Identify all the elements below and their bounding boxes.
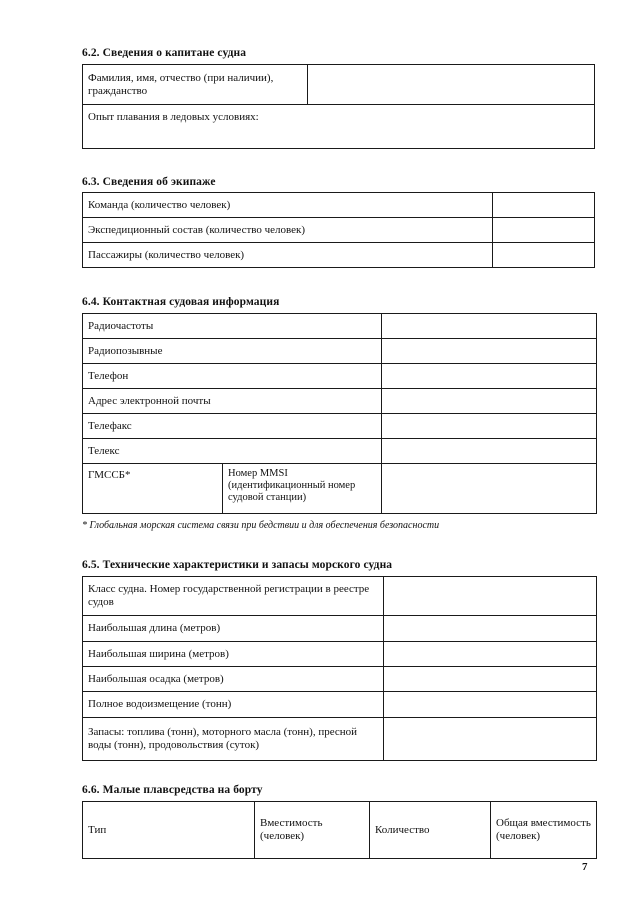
technical-row-value[interactable]: [384, 692, 597, 718]
contact-row-label: Радиочастоты: [83, 314, 382, 339]
contact-row-value[interactable]: [382, 314, 597, 339]
crew-row-label: Экспедиционный состав (количество человек): [83, 218, 493, 243]
technical-row-value[interactable]: [384, 667, 597, 692]
contact-row-label: Телефакс: [83, 414, 382, 439]
technical-row-value[interactable]: [384, 616, 597, 642]
technical-table: [82, 576, 597, 761]
crew-row-value[interactable]: [493, 243, 595, 268]
technical-row-label: Запасы: топлива (тонн), моторного масла (тонн), пресной воды (тонн), продовольствия (суток): [83, 718, 384, 761]
section-heading-technical: 6.5. Технические характеристики и запасы морского судна: [82, 559, 393, 571]
technical-row-value[interactable]: [384, 642, 597, 667]
gmssb-footnote: * Глобальная морская система связи при бедствии и для обеспечения безопасности: [82, 520, 440, 531]
crew-row-value[interactable]: [493, 218, 595, 243]
contact-row-value[interactable]: [382, 389, 597, 414]
captain-name-label: Фамилия, имя, отчество (при наличии), гражданство: [83, 65, 308, 105]
contact-row-value[interactable]: [382, 439, 597, 464]
captain-table: [82, 64, 595, 149]
contact-row-label: Адрес электронной почты: [83, 389, 382, 414]
technical-row-label: Полное водоизмещение (тонн): [83, 692, 384, 718]
crew-table: [82, 192, 595, 268]
crew-row-value[interactable]: [493, 193, 595, 218]
section-heading-captain: 6.2. Сведения о капитане судна: [82, 47, 247, 59]
mmsi-value[interactable]: [382, 464, 597, 514]
contact-row-value[interactable]: [382, 339, 597, 364]
page-number: 7: [582, 861, 588, 873]
technical-row-label: Наибольшая осадка (метров): [83, 667, 384, 692]
col-header-capacity: Вместимость (человек): [255, 802, 370, 859]
technical-row-value[interactable]: [384, 718, 597, 761]
col-header-total-capacity: Общая вместимость (человек): [491, 802, 597, 859]
technical-row-label: Наибольшая длина (метров): [83, 616, 384, 642]
technical-row-label: Класс судна. Номер государственной регистрации в реестре судов: [83, 577, 384, 616]
crew-row-label: Команда (количество человек): [83, 193, 493, 218]
gmssb-label: ГМССБ*: [83, 464, 223, 514]
crew-row-label: Пассажиры (количество человек): [83, 243, 493, 268]
ice-experience-label[interactable]: Опыт плавания в ледовых условиях:: [83, 105, 595, 149]
section-heading-small-craft: 6.6. Малые плавсредства на борту: [82, 784, 263, 796]
contact-row-label: Телефон: [83, 364, 382, 389]
col-header-count: Количество: [370, 802, 491, 859]
contact-row-value[interactable]: [382, 364, 597, 389]
contact-row-value[interactable]: [382, 414, 597, 439]
captain-name-value[interactable]: [308, 65, 595, 105]
col-header-type: Тип: [83, 802, 255, 859]
technical-row-label: Наибольшая ширина (метров): [83, 642, 384, 667]
section-heading-crew: 6.3. Сведения об экипаже: [82, 176, 216, 188]
contact-row-label: Радиопозывные: [83, 339, 382, 364]
mmsi-label: Номер MMSI (идентификационный номер судовой станции): [223, 464, 382, 514]
contacts-table: [82, 313, 597, 514]
small-craft-table: [82, 801, 597, 859]
section-heading-contacts: 6.4. Контактная судовая информация: [82, 296, 280, 308]
technical-row-value[interactable]: [384, 577, 597, 616]
contact-row-label: Телекс: [83, 439, 382, 464]
